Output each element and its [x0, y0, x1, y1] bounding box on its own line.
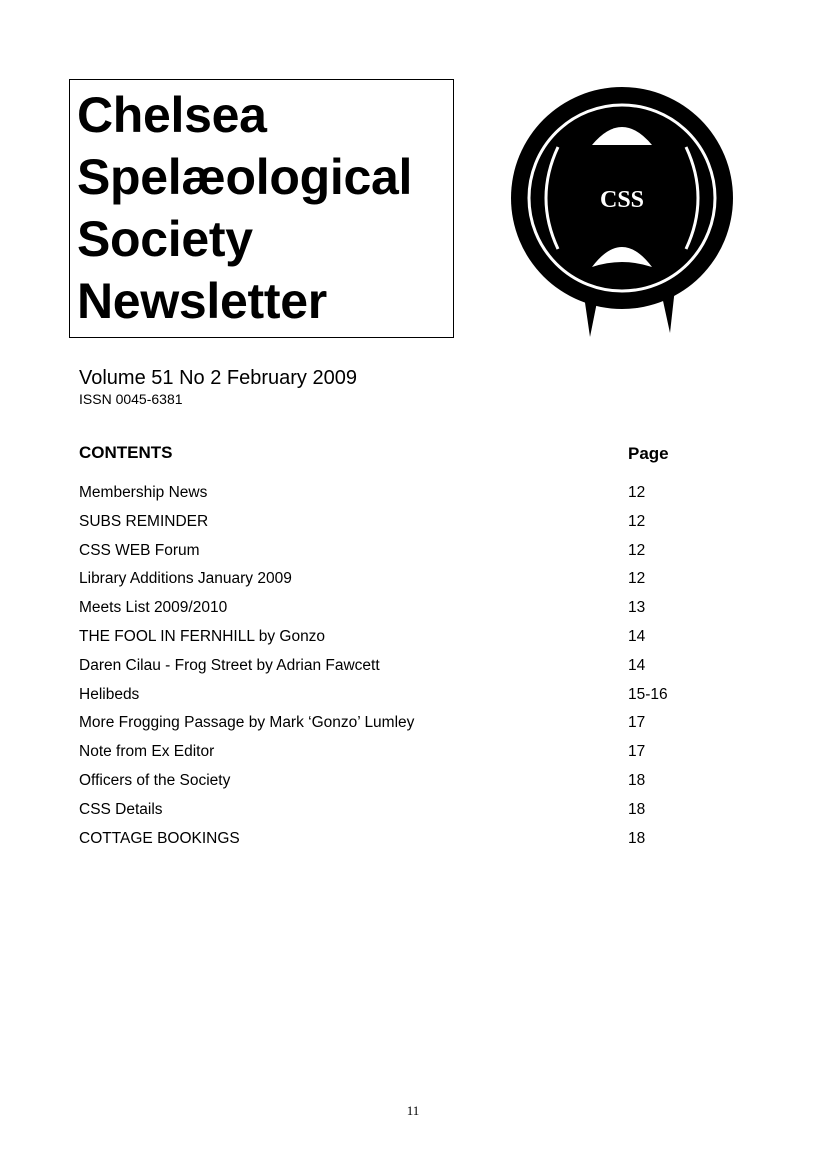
contents-item — [79, 597, 699, 626]
contents-item-title: CSS Details — [79, 800, 163, 818]
contents-item-page: 12 — [628, 541, 646, 559]
newsletter-title-box — [69, 79, 454, 338]
contents-item-page: 12 — [628, 512, 646, 530]
contents-item-page: 18 — [628, 771, 646, 789]
contents-item-title: Officers of the Society — [79, 771, 231, 789]
contents-item — [79, 799, 699, 828]
title-line-1: Chelsea — [77, 87, 267, 143]
contents-item-page: 18 — [628, 829, 646, 847]
issn-line: ISSN 0045-6381 — [79, 391, 183, 407]
contents-item-page: 14 — [628, 656, 646, 674]
contents-item — [79, 568, 699, 597]
contents-item-title: Helibeds — [79, 685, 140, 703]
contents-item-title: More Frogging Passage by Mark ‘Gonzo’ Lumley — [79, 714, 415, 732]
contents-item-title: Daren Cilau - Frog Street by Adrian Fawcett — [79, 656, 380, 674]
contents-item — [79, 828, 699, 857]
contents-item — [79, 540, 699, 569]
contents-item-title: THE FOOL IN FERNHILL by Gonzo — [79, 627, 326, 645]
contents-item — [79, 511, 699, 540]
contents-item — [79, 482, 699, 511]
contents-item-page: 18 — [628, 800, 646, 818]
logo-text: CSS — [599, 187, 645, 213]
contents-item — [79, 684, 699, 713]
page-column-heading: Page — [628, 444, 669, 463]
contents-item-page: 12 — [628, 570, 646, 588]
contents-item-page: 12 — [628, 484, 646, 501]
title-line-2: Spelæological — [77, 149, 413, 205]
contents-item — [79, 770, 699, 799]
page-number: 11 — [406, 1103, 420, 1118]
volume-line: Volume 51 No 2 February 2009 — [79, 367, 357, 389]
contents-item-page: 17 — [628, 714, 646, 732]
contents-item — [79, 712, 699, 741]
contents-item — [79, 741, 699, 770]
contents-heading: CONTENTS — [79, 443, 173, 462]
contents-item-title: Membership News — [79, 484, 208, 501]
contents-item-page: 14 — [628, 627, 646, 645]
contents-item-title: Meets List 2009/2010 — [79, 599, 228, 617]
contents-item-page: 13 — [628, 599, 646, 617]
contents-item-title: Library Additions January 2009 — [79, 570, 292, 588]
contents-list — [79, 482, 699, 856]
title-line-4: Newsletter — [77, 273, 327, 329]
contents-item-page: 15-16 — [628, 685, 668, 703]
contents-item-title: COTTAGE BOOKINGS — [79, 829, 240, 847]
contents-item-title: CSS WEB Forum — [79, 541, 200, 559]
title-line-3: Society — [77, 211, 253, 267]
contents-item-page: 17 — [628, 743, 646, 761]
contents-item — [79, 655, 699, 684]
contents-item — [79, 626, 699, 655]
contents-item-title: SUBS REMINDER — [79, 512, 209, 530]
css-logo — [510, 87, 736, 343]
contents-item-title: Note from Ex Editor — [79, 743, 215, 761]
